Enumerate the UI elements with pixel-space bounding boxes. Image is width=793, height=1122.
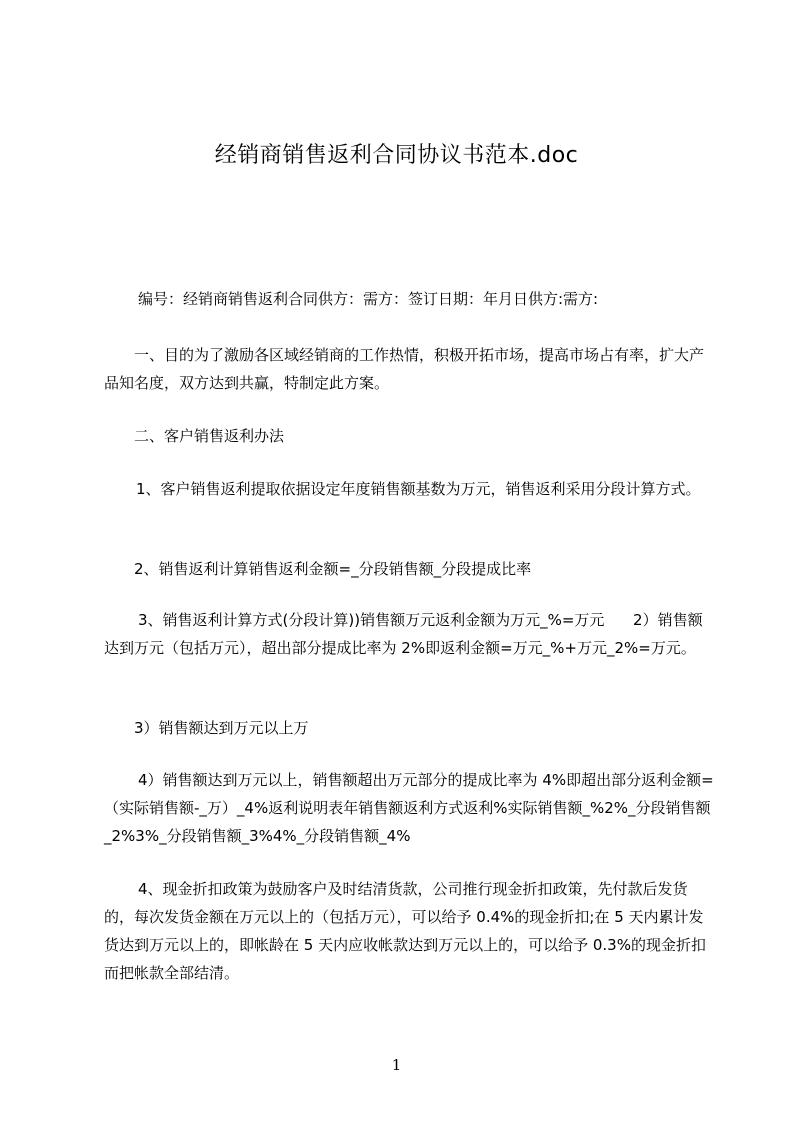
paragraph-rebate-formula: 2、销售返利计算销售返利金额=_分段销售额_分段提成比率 xyxy=(134,560,532,578)
paragraph-rebate-basis: 1、客户销售返利提取依据设定年度销售额基数为万元，销售返利采用分段计算方式。 xyxy=(136,480,701,498)
paragraph-sales-tier-three: 3）销售额达到万元以上万 xyxy=(134,719,309,737)
paragraph-cash-discount-policy: 4、现金折扣政策为鼓励客户及时结清货款，公司推行现金折扣政策，先付款后发货的，每次发货金额在万元以上的（包括万元），可以给予 0.4%的现金折扣;在 5 天内累计发货达到万元以上的，即帐龄在 5 天内应收帐款达到万元以上的，可以给予 0.3%的现金折扣而把帐款全部结清。 xyxy=(104,880,706,982)
paragraph-rebate-calculation: 3、销售返利计算方式(分段计算))销售额万元返利金额为万元_%=万元 2）销售额达到万元（包括万元），超出部分提成比率为 2%即返利金额=万元_%+万元_2%=万元。 xyxy=(104,611,703,657)
paragraph-purpose: 一、目的为了激励各区域经销商的工作热情，积极开拓市场，提高市场占有率，扩大产品知名度，双方达到共赢，特制定此方案。 xyxy=(104,346,705,392)
paragraph-contract-number: 编号：经销商销售返利合同供方：需方：签订日期：年月日供方:需方: xyxy=(138,290,599,308)
page-number: 1 xyxy=(391,1056,402,1074)
paragraph-sales-tier-four: 4）销售额达到万元以上，销售额超出万元部分的提成比率为 4%即超出部分返利金额=（实际销售额-_万）_4%返利说明表年销售额返利方式返利%实际销售额_%2%_分段销售额_2%3%_分段销售额_3%4%_分段销售额_4% xyxy=(104,771,714,845)
document-title: 经销商销售返利合同协议书范本.doc xyxy=(214,143,579,168)
paragraph-section-two-heading: 二、客户销售返利办法 xyxy=(134,427,285,445)
